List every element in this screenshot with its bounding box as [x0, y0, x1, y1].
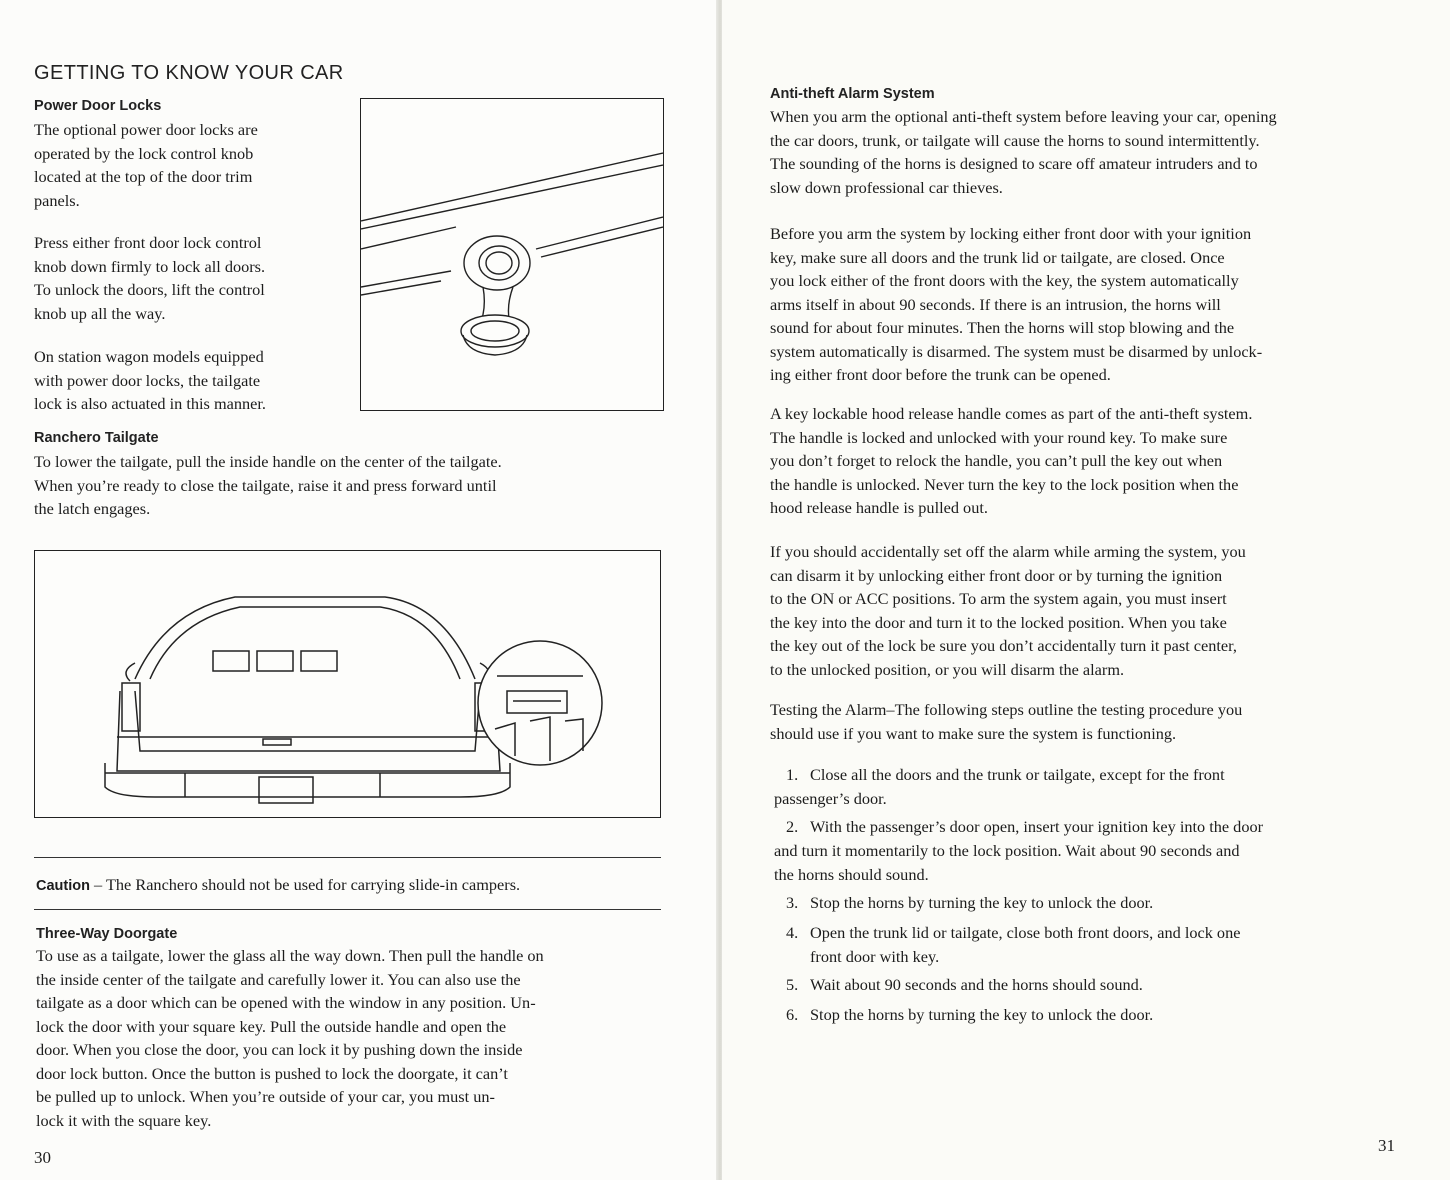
caution-rule-bottom [34, 909, 661, 910]
anti-theft-para1: When you arm the optional anti-theft system before leaving your car, opening the car doors, trunk, or tailgate will cause the horns to sound intermittently. The sounding of the horns is designed to scare off amateur intruders and to slow down professional car thieves. [770, 107, 1277, 197]
page-number-right: 31 [1378, 1136, 1395, 1155]
anti-theft-para3: A key lockable hood release handle comes as part of the anti-theft system. The handle is locked and unlocked with your round key. To make sure you don’t forget to relock the handle, you can’t pull the key out when the handle is unlocked. Never turn the key to the lock position when the hood release handle is pulled out. [770, 404, 1253, 517]
anti-theft-para2: Before you arm the system by locking either front door with your ignition key, make sure all doors and the trunk lid or tailgate, are closed. Once you lock either of the front doors with the key, the system automatically arms itself in about 90 seconds. If there is an intrusion, the horns will sound for about four minutes. Then the horns will stop blowing and the system automatically is disarmed. The system must be disarmed by unlock- ing either front door before the trunk can be opened. [770, 224, 1263, 384]
three-way-doorgate-title: Three-Way Doorgate [36, 926, 178, 942]
page-heading: GETTING TO KNOW YOUR CAR [34, 62, 344, 84]
ranchero-tailgate-text: To lower the tailgate, pull the inside handle on the center of the tailgate. When you’re ready to close the tailgate, raise it and press forward until the latch engages. [34, 452, 502, 518]
anti-theft-para4: If you should accidentally set off the alarm while arming the system, you can disarm it by unlocking either front door or by turning the ignition to the ON or ACC positions. To arm the system again, you must insert the key into the door and turn it to the locked position. When you take the key out of the lock be sure you don’t accidentally turn it past center, to the unlocked position, or you will disarm the alarm. [770, 542, 1246, 679]
testing-steps-list [774, 763, 1434, 1033]
step-3: 3. Stop the horns by turning the key to unlock the door. [786, 893, 1154, 912]
caution-label: Caution [36, 878, 90, 894]
caution-note [36, 873, 676, 899]
power-door-locks-para3: On station wagon models equipped with power door locks, the tailgate lock is also actuated in this manner. [34, 347, 266, 413]
three-way-doorgate-text: To use as a tailgate, lower the glass all the way down. Then pull the handle on the inside center of the tailgate and carefully lower it. You can also use the tailgate as a door which can be opened with the window in any position. Un- lock the door with your square key. Pull the outside handle and open the door. When you close the door, you can lock it by pushing down the inside door lock button. Once the button is pushed to lock the doorgate, it can’t be pulled up to unlock. When you’re outside of your car, you must un- lock it with the square key. [36, 946, 544, 1130]
ranchero-bed-illustration [35, 551, 660, 817]
anti-theft-title: Anti-theft Alarm System [770, 86, 935, 102]
step-2: 2. With the passenger’s door open, insert your ignition key into the door and turn it momentarily to the lock position. Wait about 90 seconds and the horns should sound. [774, 817, 1264, 884]
power-door-locks-para1: The optional power door locks are operated by the lock control knob located at the top of the door trim panels. [34, 120, 258, 210]
step-1: 1. Close all the doors and the trunk or tailgate, except for the front passenger’s door. [774, 765, 1225, 808]
ranchero-tailgate-figure [34, 550, 661, 818]
step-5: 5. Wait about 90 seconds and the horns should sound. [786, 975, 1143, 994]
door-lock-knob-illustration [361, 99, 663, 410]
step-6: 6. Stop the horns by turning the key to unlock the door. [786, 1005, 1154, 1024]
left-page [0, 0, 718, 1180]
testing-alarm-intro: Testing the Alarm–The following steps outline the testing procedure you should use if you want to make sure the system is functioning. [770, 700, 1243, 743]
caution-rule-top [34, 857, 661, 858]
door-lock-knob-figure [360, 98, 664, 411]
ranchero-tailgate-title: Ranchero Tailgate [34, 430, 159, 446]
power-door-locks-title: Power Door Locks [34, 98, 162, 114]
step-4: 4. Open the trunk lid or tailgate, close both front doors, and lock one front door with key. [786, 923, 1241, 966]
power-door-locks-para2: Press either front door lock control knob down firmly to lock all doors. To unlock the doors, lift the control knob up all the way. [34, 233, 266, 323]
page-number-left: 30 [34, 1148, 51, 1167]
right-page [722, 0, 1450, 1180]
caution-text: – The Ranchero should not be used for carrying slide-in campers. [89, 875, 521, 894]
